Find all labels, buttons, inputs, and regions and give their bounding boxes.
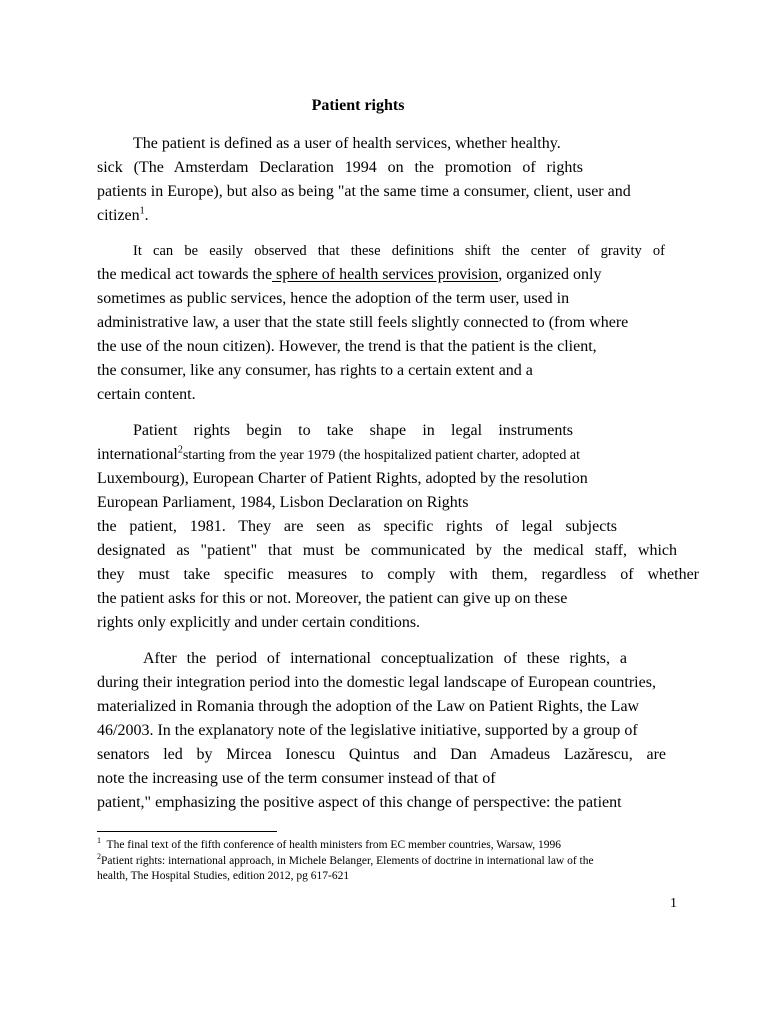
- text-line: materialized in Romania through the adoption of the Law on Patient Rights, the Law: [97, 698, 640, 715]
- text: the medical act towards the: [97, 266, 273, 283]
- footnote-1: [97, 838, 561, 852]
- text-line: senators led by Mircea Ionescu Quintus and Dan Amadeus Lazărescu, are: [97, 746, 666, 763]
- footnote-text: Patient rights: international approach, in Michele Belanger, Elements of doctrine in international law of the: [101, 855, 594, 867]
- footnote-ref-2[interactable]: 2: [177, 444, 183, 456]
- text-line: The patient is defined as a user of health services, whether healthy.: [133, 135, 561, 152]
- text-line: the patient, 1981. They are seen as specific rights of legal subjects: [97, 518, 617, 535]
- text-line: patient," emphasizing the positive aspect of this change of perspective: the patient: [97, 794, 622, 811]
- page-number: 1: [670, 896, 677, 911]
- text-line: European Parliament, 1984, Lisbon Declaration on Rights: [97, 494, 469, 511]
- footnote-mark: 1: [97, 836, 101, 846]
- text: citizen: [97, 207, 140, 224]
- footnote-ref-1[interactable]: 1: [139, 205, 145, 217]
- text: starting from the year 1979 (the hospitalized patient charter, adopted at: [182, 448, 580, 463]
- text-line: the use of the noun citizen). However, the trend is that the patient is the client,: [97, 338, 597, 355]
- text-line: Patient rights begin to take shape in legal instruments: [133, 422, 573, 439]
- text-line: [97, 445, 580, 466]
- text-line: Luxembourg), European Charter of Patient Rights, adopted by the resolution: [97, 470, 588, 487]
- text-line: note the increasing use of the term consumer instead of that of: [97, 770, 496, 787]
- text-line: the consumer, like any consumer, has rights to a certain extent and a: [97, 362, 533, 379]
- text-line: administrative law, a user that the state still feels slightly connected to (from where: [97, 314, 629, 331]
- text-line: sick (The Amsterdam Declaration 1994 on the promotion of rights: [97, 159, 583, 176]
- footnote-2-continued: health, The Hospital Studies, edition 2012, pg 617-621: [97, 870, 350, 882]
- text-line: they must take specific measures to comply with them, regardless of whether: [97, 566, 699, 583]
- footnote-2: [97, 854, 594, 868]
- footnote-text: The final text of the fifth conference of health ministers from EC member countries, Warsaw, 1996: [106, 839, 561, 851]
- page-title: Patient rights: [311, 97, 405, 114]
- text-line: [97, 265, 601, 285]
- footnote-divider: [97, 831, 277, 832]
- text-line: designated as "patient" that must be communicated by the medical staff, which: [97, 542, 677, 559]
- text: .: [144, 207, 149, 224]
- text-line: patients in Europe), but also as being "at the same time a consumer, client, user and: [97, 183, 631, 200]
- text-line: It can be easily observed that these definitions shift the center of gravity of: [133, 243, 665, 259]
- footnote-mark: 2: [97, 852, 101, 862]
- text-line: certain content.: [97, 386, 196, 403]
- text: , organized only: [498, 266, 602, 283]
- text-line: rights only explicitly and under certain conditions.: [97, 614, 421, 631]
- text-line: 46/2003. In the explanatory note of the legislative initiative, supported by a group of: [97, 722, 638, 739]
- text-line: during their integration period into the domestic legal landscape of European countries,: [97, 674, 656, 691]
- text-line: the patient asks for this or not. Moreover, the patient can give up on these: [97, 590, 568, 607]
- text: international: [97, 446, 178, 463]
- text-line: sometimes as public services, hence the adoption of the term user, used in: [97, 290, 570, 307]
- text-line: [97, 206, 149, 226]
- text-line: After the period of international conceptualization of these rights, a: [143, 650, 627, 667]
- underlined-text: sphere of health services provision: [272, 266, 499, 283]
